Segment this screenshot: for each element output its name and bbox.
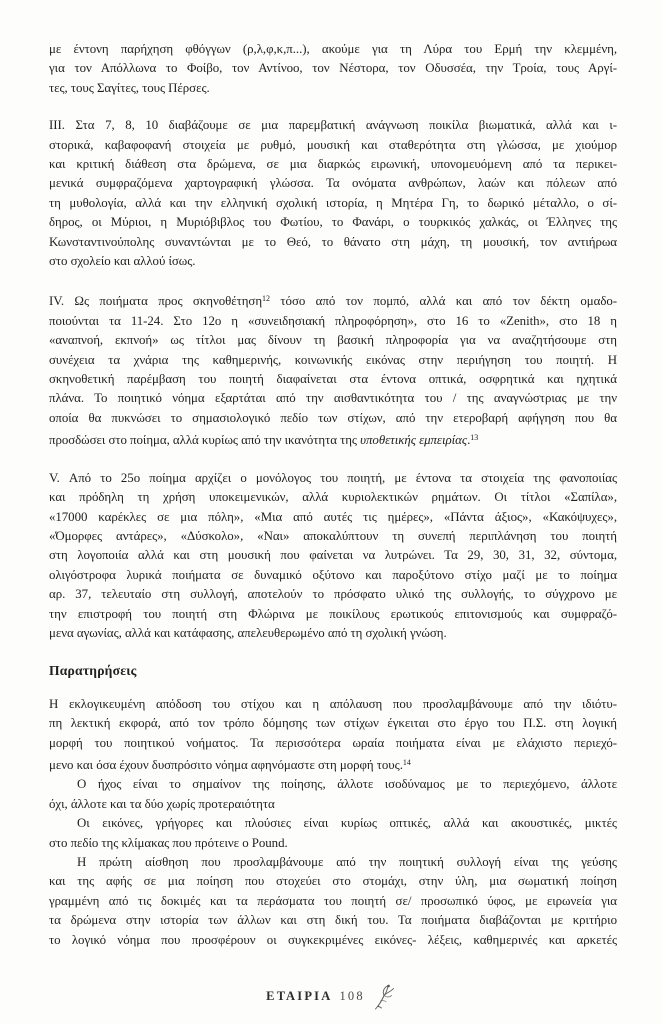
paragraph-observations-2 — [49, 775, 617, 814]
text-line: V. Από το 25ο ποίημα αρχίζει ο μονόλογος του ποιητή, με έντονα τα στοιχεία της φανοποιίας — [49, 470, 617, 485]
text-line: «Όμορφες αντάρες», «Δύσκολο», «Ναι» αποκαλύπτουν τη συνεπή περιπλάνηση του ποιητή — [49, 528, 617, 543]
text-line: συνέχεια τα χνάρια της καθημερινής, κοινωνικής εικόνας στην περιήγηση του ποιητή. Η — [49, 352, 617, 367]
page-footer — [0, 976, 662, 1004]
paragraph-observations-4 — [49, 853, 617, 950]
paragraph-observations-1 — [49, 695, 617, 776]
footnote-reference: 14 — [402, 757, 411, 767]
text-line: Ο ήχος είναι το σημαίνον της ποίησης, άλλοτε ισοδύναμος με το περιεχόμενο, άλλοτε — [77, 777, 617, 792]
text-line: μενικά συμφραζόμενα χαρτογραφική γλώσσα. Τα ονόματα ανθρώπων, λαών και πόλεων από — [49, 176, 617, 191]
text-line: αρ. 37, τελευταίο στη συλλογή, αποτελούν το πρόσφατο υλικό της συλλογής, το σύγχρονο με — [49, 587, 617, 602]
text-line: και πρόδηλη τη χρήση υποκειμενικών, αλλά κυριολεκτικών ρημάτων. Οι τίτλοι «Σαπίλα», — [49, 490, 617, 505]
text-line: στο σχολείο και αλλού ίσως. — [49, 254, 196, 269]
footnote-reference: 12 — [262, 294, 271, 304]
text-column — [49, 40, 617, 950]
text-line: δηρος, οι Μύριοι, η Μυριόβιβλος του Φωτίου, το Φανάρι, ο τουρκικός χαλκάς, οι Έλληνες της — [49, 215, 617, 230]
text-line: «17000 καρέκλες σε μια πόλη», «Μια από αυτές τις ημέρες», «Πάντα άξιος», «Κακόψυχες», — [49, 509, 617, 524]
text-line: μορφή του ποιητικού νοήματος. Τα περισσότερα ωραία ποιήματα είναι με ελάχιστο περιεχό- — [49, 735, 617, 750]
text-line: τες, τους Σαγίτες, τους Πέρσες. — [49, 80, 210, 95]
paragraph-section-iii — [49, 116, 617, 271]
text-line: προσδώσει στο ποίημα, αλλά κυρίως από την ικανότητα της υποθετικής εμπειρίας.$^{13}$ — [49, 433, 479, 448]
winged-figure-emblem — [372, 982, 396, 1010]
text-line: πλάνα. Το ποιητικό νόημα εξαρτάται από την αισθαντικότητα του / της αναγνώστριας με την — [49, 391, 617, 406]
text-line: και κριτική διάθεση στα δρώμενα, σε μια διαρκώς ειρωνική, υπονομευόμενη από τα περικει- — [49, 157, 617, 172]
text-line: ποιούνται τα 11-24. Στο 12ο η «συνειδησιακή πληροφόρηση», στο 16 το «Zenith», στο 18 η — [49, 313, 617, 328]
footer-inner — [266, 976, 396, 1004]
page-number: 108 — [339, 989, 365, 1003]
text-line: την επιστροφή του ποιητή στη Φλώρινα με ποικίλους ερωτικούς επιτονισμούς και συμφραζό- — [49, 606, 617, 621]
text-line: IV. Ως ποιήματα προς σκηνοθέτηση$^{12}$ τόσο από τον πομπό, αλλά και από τον δέκτη ομαδο- — [49, 294, 617, 309]
text-line: με έντονη παρήχηση φθόγγων (ρ,λ,φ,κ,π...), ακούμε για τη Λύρα του Ερμή την κλεμμένη, — [49, 42, 617, 56]
observations-heading: Παρατηρήσεις — [49, 663, 137, 679]
text-line: στο πεδίο της κλίμακας που πρότεινε ο Pound. — [49, 835, 288, 850]
text-line: τη μυθολογία, αλλά και την ελληνική σχολική ιστορία, η Μητέρα Γη, το δωρικό μέταλλο, ο σί- — [49, 195, 617, 210]
footnote-reference: 13 — [470, 433, 479, 443]
paragraph-section-v — [49, 469, 617, 644]
text-line: στορικά, καβαφοφανή στοιχεία με ρυθμό, μουσική και σταθερότητα στη γλώσσα, με χιούμορ — [49, 137, 617, 152]
text-line: ολιγόστροφα λυρικά ποιήματα σε δυναμικό οξύτονο και παροξύτονο στίχο μαζί με το ποίημα — [49, 567, 617, 582]
text-line: III. Στα 7, 8, 10 διαβάζουμε σε μια παρεμβατική ανάγνωση ποικίλα βιωματικά, αλλά και ι- — [49, 118, 617, 133]
text-line: Η εκλογικευμένη απόδοση του στίχου και η απόλαυση που προσλαμβάνουμε από την ιδιότυ- — [49, 696, 617, 711]
text-line: τα δρώμενα στην ιστορία των άλλων και στη δική του. Τα ποιήματα διαβάζονται με κριτήριο — [49, 913, 617, 928]
paragraph-section-iv — [49, 289, 617, 450]
text-line: οποία θα πυκνώσει το σημασιολογικό πεδίο των στίχων, από την ετεροβαρή αφήγηση που θα — [49, 410, 617, 425]
text-line: μενα αγωνίας, αλλά και κατάφασης, απελευθερωμένο από τη σχολική γνώση. — [49, 625, 447, 640]
text-line: για τον Απόλλωνα το Φοίβο, τον Αντίνοο, τον Νέστορα, τον Οδυσσέα, την Τροία, τους Αργί- — [49, 61, 617, 76]
text-line: στη λογοποιία αλλά και στη μουσική που φαίνεται να λυτρώνει. Τα 29, 30, 31, 32, σύντομα, — [49, 548, 617, 563]
text-line: το λογικό νόημα που προσφέρουν οι συγκεκριμένες εικόνες- λέξεις, καθημερινές και αρκετές — [49, 932, 617, 947]
text-line: Η πρώτη αίσθηση που προσλαμβάνουμε από την ποιητική συλλογή είναι της γεύσης — [77, 854, 617, 869]
text-line: όχι, άλλοτε και τα δύο χωρίς προτεραιότητα — [49, 796, 275, 811]
paragraph-observations-3 — [49, 814, 617, 853]
text-line: σκηνοθετική παρέμβαση του ποιητή διαφαίνεται στα έντονα οπτικά, οσφρητικά και ηχητικά — [49, 372, 617, 387]
series-title: ΕΤΑΙΡΙΑ — [266, 989, 333, 1003]
text-line: Κωνσταντινούπολης συναντώνται με το Θεό, το θάνατο στη μάχη, τη μουσική, τον αντιήρωα — [49, 234, 617, 249]
text-line: και της αφής σε μια ποίηση που στοχεύει στο στομάχι, στην ύλη, μια σωματική ποίηση — [49, 874, 617, 889]
paragraph-continuation — [49, 40, 617, 98]
text-line: «αναπνοή, εκπνοή» ως τίτλοι μας δίνουν τη βασική πληροφορία για να αναζητήσουμε στη — [49, 333, 617, 348]
text-line: μενο και όσα έχουν δυσπρόσιτο νόημα αφηνόμαστε στη μορφή τους.$^{14}$ — [49, 757, 411, 772]
text-line: γραμμένη από τις δοκιμές και τα περάσματα του ποιητή σε/ προσωπικό ύφος, με ειρωνεία για — [49, 893, 617, 908]
text-line: πη λεκτική εκφορά, από τον τρόπο δόμησης των στίχων έγκειται στο έργο του Π.Σ. στη λογική — [49, 716, 617, 731]
text-line: Οι εικόνες, γρήγορες και πλούσιες είναι κυρίως οπτικές, αλλά και ακουστικές, μικτές — [77, 816, 617, 831]
